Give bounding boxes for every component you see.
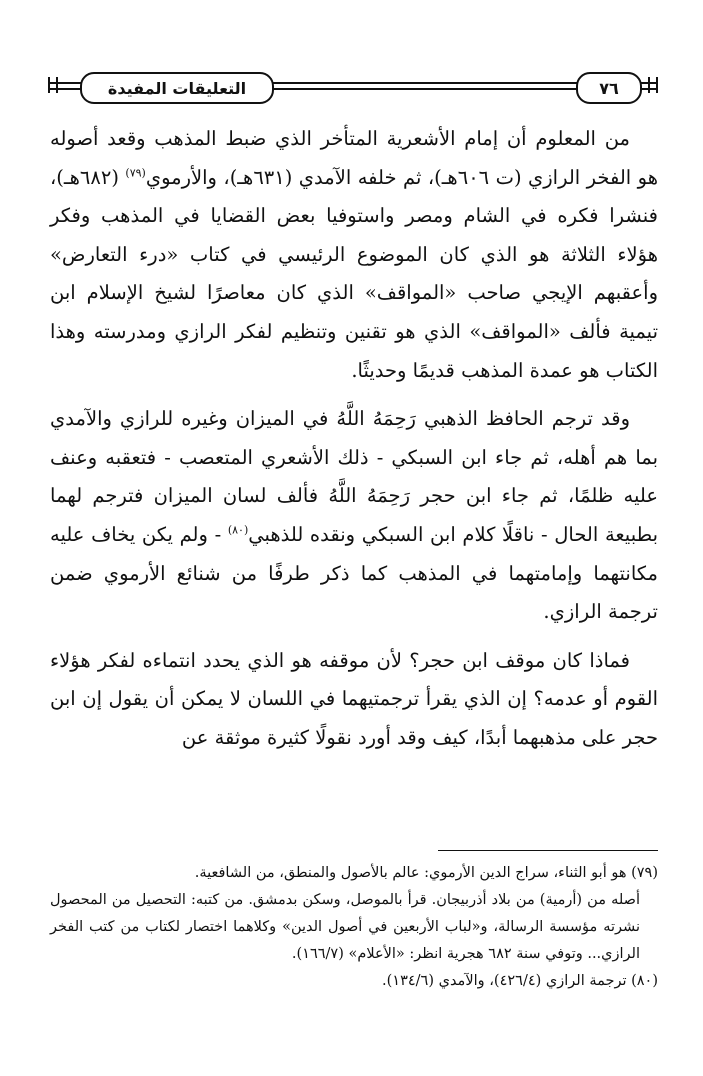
footnotes bbox=[50, 860, 658, 995]
paragraph-2 bbox=[50, 400, 658, 632]
paragraph-1-part-b: (٦٨٢هـ)، فنشرا فكره في الشام ومصر واستوفيا بعض القضايا في المذهب وفكر هؤلاء الثلاثة هو الذي كان الموضوع الرئيسي في كتاب «درء التعارض» وأعقبهم الإيجي صاحب «المواقف» الذي كان معاصرًا لشيخ الإسلام ابن تيمية فألف «المواقف» الذي هو تقنين وتنظيم لفكر الرازي ومدرسته وهذا الكتاب هو عمدة المذهب قديمًا وحديثًا. bbox=[50, 165, 658, 382]
header-end-cap-left bbox=[48, 77, 58, 93]
footnote-ref-80: (٨٠) bbox=[227, 523, 249, 537]
footnote-79-continuation: أصله من (أرمية) من بلاد أذربيجان. قرأ بالموصل، وسكن بدمشق. من كتبه: التحصيل من المحصول نشرته مؤسسة الرسالة، و«لباب الأربعين في أصول الدين» وكلاهما اختصار لكتاب من كتب الفخر الرازي... وتوفي سنة ٦٨٢ هجرية انظر: «الأعلام» (١٦٦/٧). bbox=[50, 892, 640, 962]
paragraph-2-part-a: وقد ترجم الحافظ الذهبي رَحِمَهُ اللَّهُ في الميزان وغيره للرازي والآمدي بما هم أهله، ثم جاء ابن السبكي - ذلك الأشعري المتعصب - فتعقبه وعنف عليه ظلمًا، ثم جاء ابن حجر رَحِمَهُ اللَّهُ فألف لسان الميزان فترجم لهما بطبيعة الحال - ناقلًا كلام ابن السبكي ونقده للذهبي bbox=[50, 407, 658, 546]
paragraph-1-part-a: من المعلوم أن إمام الأشعرية المتأخر الذي ضبط المذهب وقعد أصوله هو الفخر الرازي (ت ٦٠٦هـ)، ثم خلفه الآمدي (٦٣١هـ)، والأرموي bbox=[50, 127, 659, 189]
footnote-79-first-line: (٧٩) هو أبو الثناء، سراج الدين الأرموي: عالم بالأصول والمنطق، من الشافعية. bbox=[194, 865, 658, 881]
footnote-80: (٨٠) ترجمة الرازي (٤٢٦/٤)، والآمدي (١٣٤/٦). bbox=[382, 973, 658, 989]
running-title: التعليقات المفيدة bbox=[80, 72, 274, 104]
footnote-ref-79: (٧٩) bbox=[125, 166, 146, 180]
page-number: ٧٦ bbox=[576, 72, 642, 104]
footnote-separator bbox=[438, 850, 658, 851]
paragraph-2-part-b: - ولم يكن يخاف عليه مكانتهما وإمامتهما في المذهب كما ذكر طرفًا من شنائع الأرموي ضمن ترجمة الرازي. bbox=[50, 522, 658, 624]
paragraph-1 bbox=[50, 120, 658, 390]
paragraph-3: فماذا كان موقف ابن حجر؟ لأن موقفه هو الذي يحدد انتماءه لفكر هؤلاء القوم أو عدمه؟ إن الذي يقرأ ترجمتيهما في اللسان لا يمكن أن يقول إن ابن حجر على مذهبهما أبدًا، كيف وقد أورد نقولًا كثيرة موثقة عن bbox=[50, 648, 658, 749]
running-header bbox=[48, 68, 658, 104]
header-end-cap-right bbox=[648, 77, 658, 93]
body-text bbox=[50, 120, 658, 768]
